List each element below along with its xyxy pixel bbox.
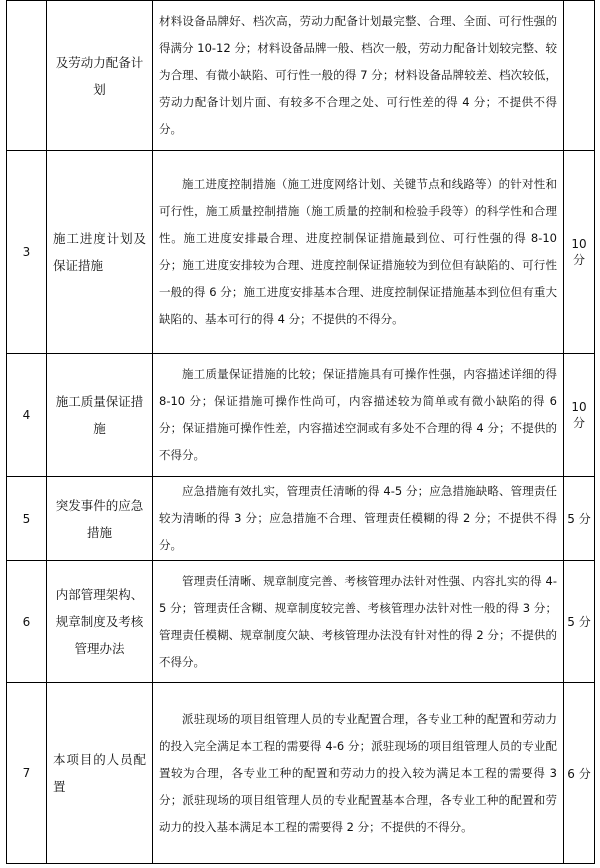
- row-number: 4: [7, 354, 47, 477]
- table-row: [7, 683, 595, 864]
- criteria-text: 施工进度控制措施（施工进度网络计划、关键节点和线路等）的针对性和可行性，施工质量控制措施（施工质量的控制和检验手段等）的科学性和合理性。施工进度安排最合理、进度控制保证措施最到位、可行性强的得 8-10 分；施工进度安排较为合理、进度控制保证措施较为到位但有缺陷的、可行性一般的得 6 分；施工进度安排基本合理、进度控制保证措施基本到位但有重大缺陷的、基本可行的得 4 分；不提供的不得分。: [159, 177, 557, 326]
- score-cell: 10 分: [564, 354, 595, 477]
- table-row: [7, 354, 595, 477]
- table-row: [7, 1, 595, 151]
- score-cell: 5 分: [564, 561, 595, 683]
- criteria-cell: [153, 151, 564, 354]
- item-name: 及劳动力配备计划: [47, 1, 153, 151]
- row-number: 5: [7, 477, 47, 561]
- criteria-cell: [153, 683, 564, 864]
- item-name: 本项目的人员配置: [47, 683, 153, 864]
- criteria-text: 材料设备品牌好、档次高，劳动力配备计划最完整、合理、全面、可行性强的得满分 10-12 分；材料设备品牌一般、档次一般，劳动力配备计划较完整、较为合理、有微小缺陷、可行性一般的得 7 分；材料设备品牌较差、档次较低，劳动力配备计划片面、有较多不合理之处、可行性差的得 4 分；不提供不得分。: [159, 14, 557, 136]
- table-row: [7, 477, 595, 561]
- table-row: [7, 151, 595, 354]
- score-cell: [564, 1, 595, 151]
- scoring-table: [6, 0, 595, 864]
- criteria-cell: [153, 561, 564, 683]
- criteria-cell: [153, 477, 564, 561]
- row-number: 3: [7, 151, 47, 354]
- item-name: 施工质量保证措施: [47, 354, 153, 477]
- criteria-cell: [153, 354, 564, 477]
- score-cell: 6 分: [564, 683, 595, 864]
- criteria-cell: [153, 1, 564, 151]
- row-number: [7, 1, 47, 151]
- row-number: 7: [7, 683, 47, 864]
- criteria-text: 应急措施有效扎实，管理责任清晰的得 4-5 分；应急措施缺略、管理责任较为清晰的得 3 分；应急措施不合理、管理责任模糊的得 2 分；不提供不得分。: [159, 484, 557, 552]
- criteria-text: 派驻现场的项目组管理人员的专业配置合理，各专业工种的配置和劳动力的投入完全满足本工程的需要得 4-6 分；派驻现场的项目组管理人员的专业配置较为合理，各专业工种的配置和劳动力的投入较为满足本工程的需要得 3 分；派驻现场的项目组管理人员的专业配置基本合理，各专业工种的配置和劳动力的投入基本满足本工程的需要得 2 分；不提供的不得分。: [159, 711, 557, 834]
- table-row: [7, 561, 595, 683]
- criteria-text: 管理责任清晰、规章制度完善、考核管理办法针对性强、内容扎实的得 4-5 分；管理责任含糊、规章制度较完善、考核管理办法针对性一般的得 3 分；管理责任模糊、规章制度欠缺、考核管理办法没有针对性的得 2 分；不提供的不得分。: [159, 573, 557, 669]
- item-name: 施工进度计划及保证措施: [47, 151, 153, 354]
- row-number: 6: [7, 561, 47, 683]
- item-name: 突发事件的应急措施: [47, 477, 153, 561]
- score-cell: 5 分: [564, 477, 595, 561]
- score-cell: 10 分: [564, 151, 595, 354]
- item-name: 内部管理架构、规章制度及考核管理办法: [47, 561, 153, 683]
- criteria-text: 施工质量保证措施的比较；保证措施具有可操作性强，内容描述详细的得 8-10 分；保证措施可操作性尚可，内容描述较为简单或有微小缺陷的得 6 分；保证措施可操作性差，内容描述空洞或有多处不合理的得 4 分；不提供的不得分。: [159, 367, 557, 462]
